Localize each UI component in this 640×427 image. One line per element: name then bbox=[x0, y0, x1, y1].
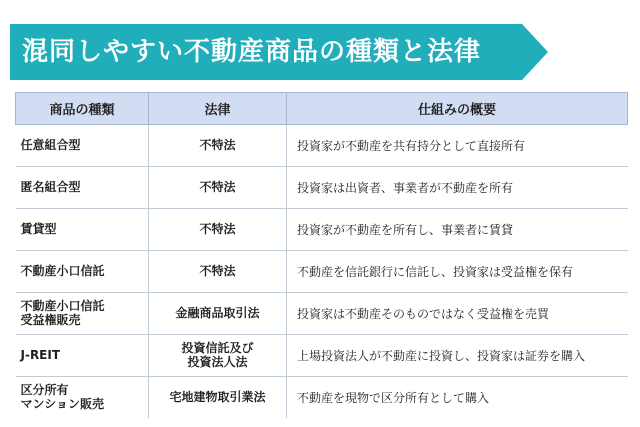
cell-law: 宅地建物取引業法 bbox=[149, 377, 287, 419]
table-header-row bbox=[16, 93, 628, 125]
cell-product-type: 匿名組合型 bbox=[16, 167, 149, 209]
cell-product-type: J-REIT bbox=[16, 335, 149, 377]
cell-product-type: 区分所有 マンション販売 bbox=[16, 377, 149, 419]
table-row bbox=[16, 293, 628, 335]
table-row bbox=[16, 377, 628, 419]
cell-product-type: 任意組合型 bbox=[16, 125, 149, 167]
cell-law: 不特法 bbox=[149, 251, 287, 293]
header-summary: 仕組みの概要 bbox=[287, 93, 628, 125]
cell-product-type: 不動産小口信託 bbox=[16, 251, 149, 293]
cell-law: 不特法 bbox=[149, 209, 287, 251]
cell-summary: 不動産を現物で区分所有として購入 bbox=[297, 391, 490, 405]
cell-law: 投資信託及び 投資法人法 bbox=[149, 335, 287, 377]
cell-summary: 投資家は出資者、事業者が不動産を所有 bbox=[287, 167, 628, 209]
cell-summary: 投資家が不動産を所有し、事業者に賃貸 bbox=[287, 209, 628, 251]
cell-product-type: 不動産小口信託 受益権販売 bbox=[16, 293, 149, 335]
table-row bbox=[16, 335, 628, 377]
table-row bbox=[16, 125, 628, 167]
cell-summary: 投資家が不動産を共有持分として直接所有 bbox=[287, 125, 628, 167]
cell-law: 金融商品取引法 bbox=[149, 293, 287, 335]
cell-summary: 上場投資法人が不動産に投資し、投資家は証券を購入 bbox=[287, 335, 628, 377]
table-row bbox=[16, 251, 628, 293]
page-title: 混同しやすい不動産商品の種類と法律 bbox=[22, 37, 482, 67]
table-row bbox=[16, 209, 628, 251]
comparison-table bbox=[15, 92, 628, 418]
cell-law: 不特法 bbox=[149, 167, 287, 209]
header-law: 法律 bbox=[149, 93, 287, 125]
cell-summary: 投資家は不動産そのものではなく受益権を売買 bbox=[287, 293, 628, 335]
cell-product-type: 賃貸型 bbox=[16, 209, 149, 251]
header-product-type: 商品の種類 bbox=[16, 93, 149, 125]
cell-law: 不特法 bbox=[149, 125, 287, 167]
title-banner bbox=[10, 24, 548, 80]
cell-summary: 不動産を信託銀行に信託し、投資家は受益権を保有 bbox=[287, 251, 628, 293]
table-row bbox=[16, 167, 628, 209]
